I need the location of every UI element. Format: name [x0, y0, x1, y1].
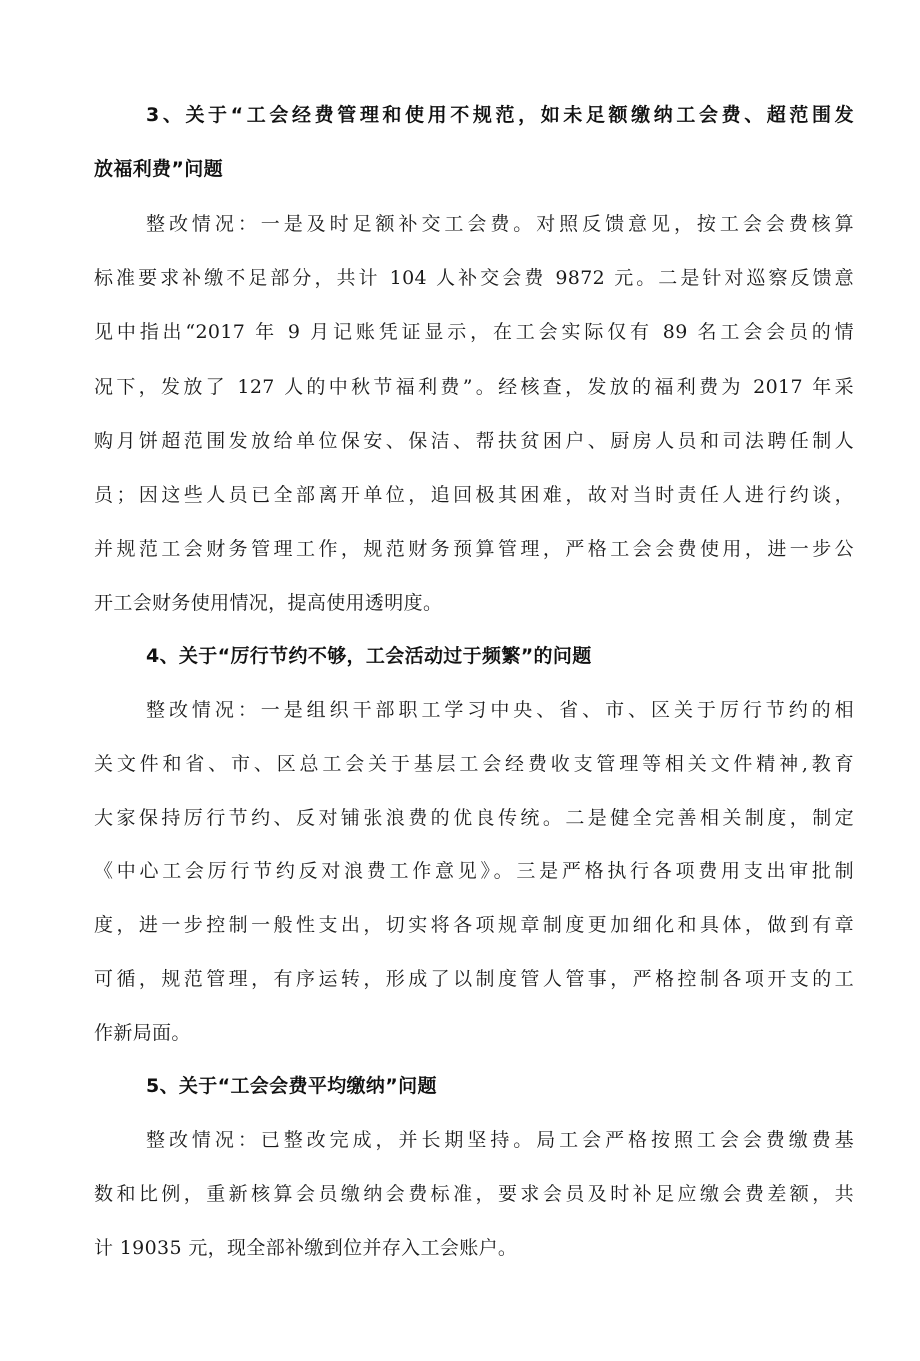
section-4-paragraph-line: 关文件和省、市、区总工会关于基层工会经费收支管理等相关文件精神,教育 [94, 753, 854, 775]
section-3-paragraph-line: 购月饼超范围发放给单位保安、保洁、帮扶贫困户、厨房人员和司法聘任制人 [94, 430, 854, 452]
section-4-paragraph-line: 度，进一步控制一般性支出，切实将各项规章制度更加细化和具体，做到有章 [94, 914, 854, 936]
section-5-paragraph-line: 计 19035 元，现全部补缴到位并存入工会账户。 [94, 1237, 518, 1259]
section-3-paragraph-line: 员；因这些人员已全部离开单位，追回极其困难，故对当时责任人进行约谈， [94, 484, 854, 506]
section-5-heading: 5、关于“工会会费平均缴纳”问题 [146, 1075, 437, 1097]
section-3-paragraph-line: 见中指出“2017 年 9 月记账凭证显示，在工会实际仅有 89 名工会会员的情 [94, 321, 854, 343]
section-5-paragraph-line: 整改情况：已整改完成，并长期坚持。局工会严格按照工会会费缴费基 [146, 1129, 854, 1151]
section-3-paragraph-line: 开工会财务使用情况，提高使用透明度。 [94, 592, 443, 614]
section-4-paragraph-line: 整改情况：一是组织干部职工学习中央、省、市、区关于厉行节约的相 [146, 699, 854, 721]
section-4-paragraph-line: 可循，规范管理，有序运转，形成了以制度管人管事，严格控制各项开支的工 [94, 968, 854, 990]
section-5-paragraph-line: 数和比例，重新核算会员缴纳会费标准，要求会员及时补足应缴会费差额，共 [94, 1183, 854, 1205]
section-4-paragraph-line: 大家保持厉行节约、反对铺张浪费的优良传统。二是健全完善相关制度，制定 [94, 807, 854, 829]
section-3-paragraph-line: 整改情况：一是及时足额补交工会费。对照反馈意见，按工会会费核算 [146, 213, 854, 235]
section-4-heading: 4、关于“厉行节约不够，工会活动过于频繁”的问题 [146, 645, 592, 667]
section-4-paragraph-line: 《中心工会厉行节约反对浪费工作意见》。三是严格执行各项费用支出审批制 [94, 860, 854, 882]
section-3-paragraph-line: 并规范工会财务管理工作，规范财务预算管理，严格工会会费使用，进一步公 [94, 538, 854, 560]
section-3-paragraph-line: 况下，发放了 127 人的中秋节福利费”。经核查，发放的福利费为 2017 年采 [94, 376, 854, 398]
section-3-heading-cont: 放福利费”问题 [94, 158, 223, 180]
section-3-paragraph-line: 标准要求补缴不足部分，共计 104 人补交会费 9872 元。二是针对巡察反馈意 [94, 267, 854, 289]
section-3-heading: 3、关于“工会经费管理和使用不规范，如未足额缴纳工会费、超范围发 [146, 104, 854, 126]
section-4-paragraph-line: 作新局面。 [94, 1022, 191, 1044]
